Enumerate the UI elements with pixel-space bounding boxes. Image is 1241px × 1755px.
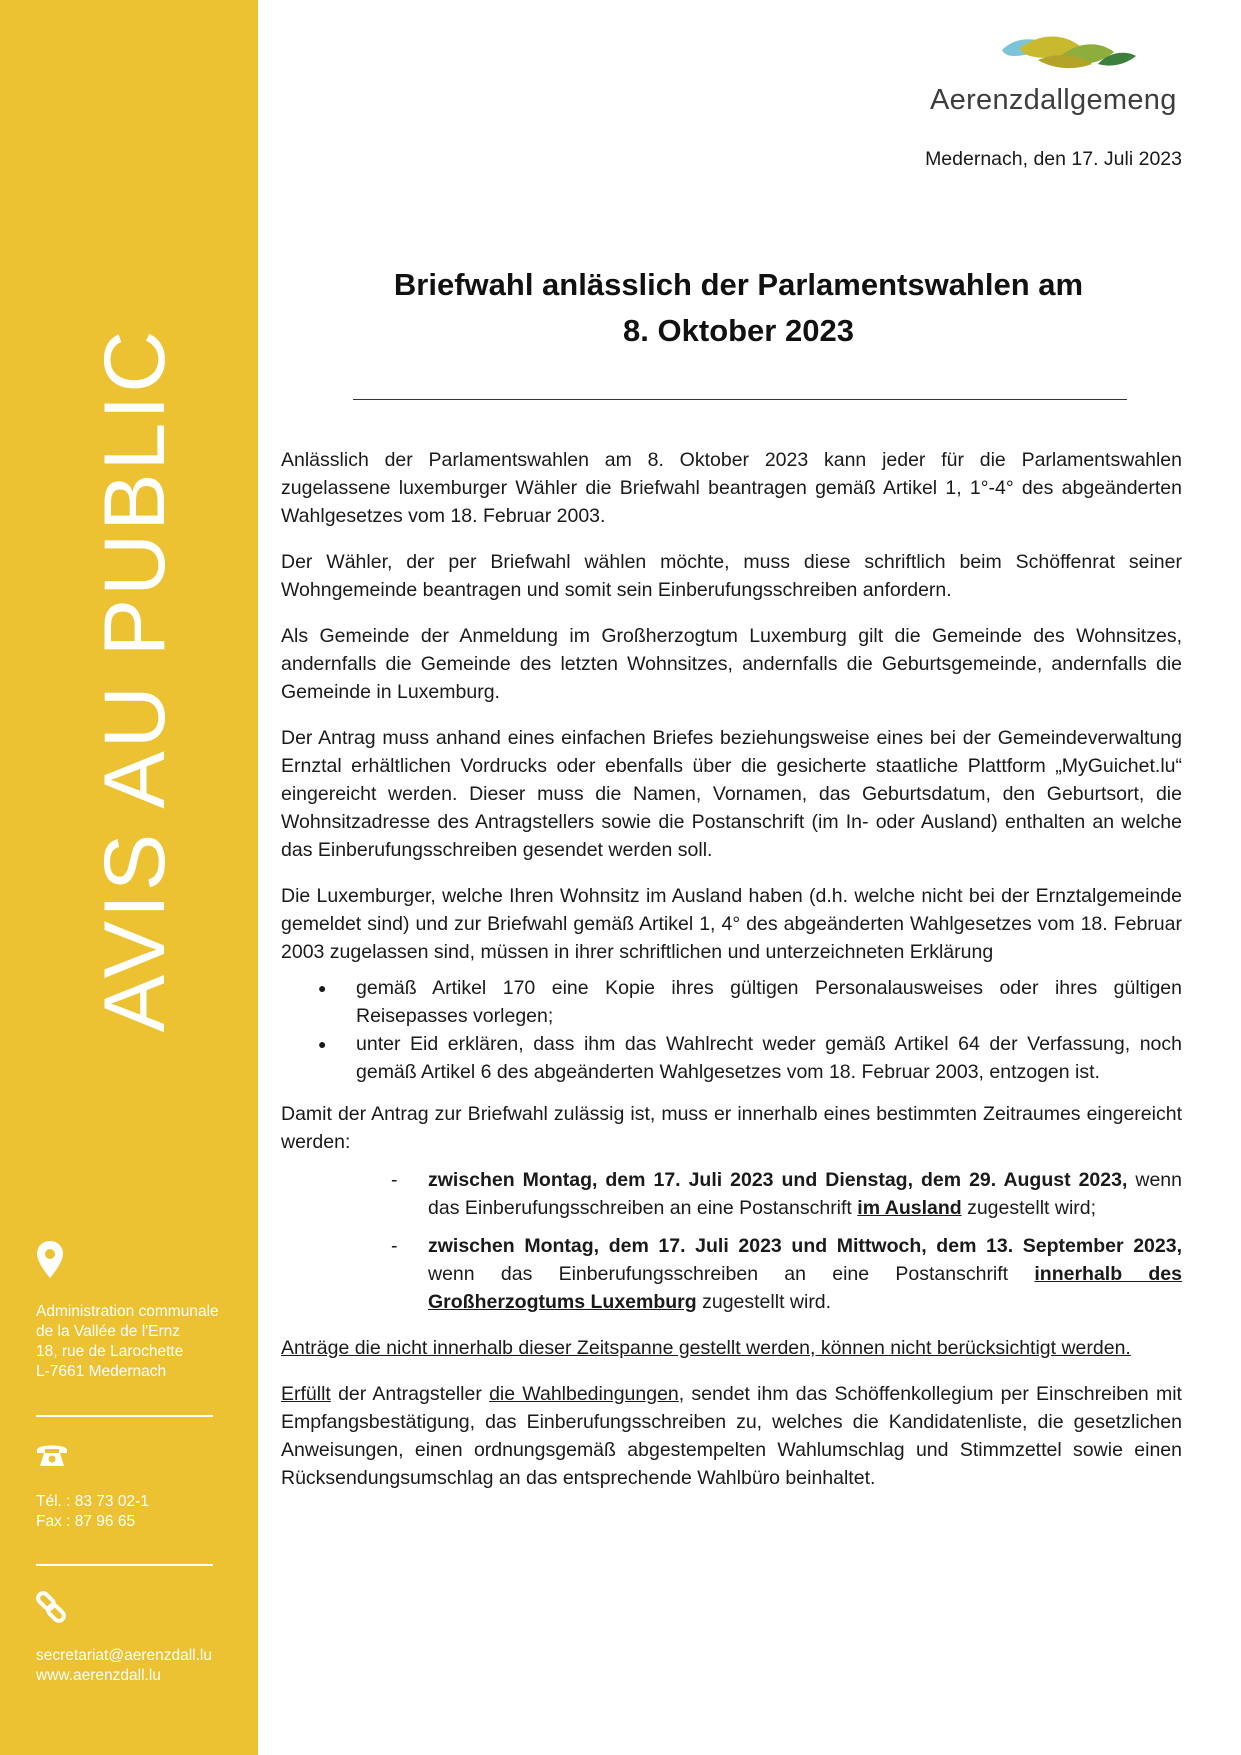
document-body bbox=[281, 446, 1182, 1510]
paragraph: Der Wähler, der per Briefwahl wählen möchte, muss diese schriftlich beim Schöffenrat seiner Wohngemeinde beantragen und somit sein Einberufungsschreiben anfordern. bbox=[281, 551, 1182, 601]
list-item: ● unter Eid erklären, dass ihm das Wahlrecht weder gemäß Artikel 64 der Verfassung, noch gemäß Artikel 6 des abgeänderten Wahlgesetzes vom 18. Februar 2003, entzogen ist. bbox=[356, 1030, 1182, 1086]
paragraph: Damit der Antrag zur Briefwahl zulässig ist, muss er innerhalb eines bestimmten Zeitraumes eingereicht werden: bbox=[281, 1103, 1182, 1153]
title-line: 8. Oktober 2023 bbox=[623, 313, 854, 348]
underlined-text: Erfüllt bbox=[281, 1383, 331, 1405]
paragraph bbox=[281, 1380, 1182, 1492]
phone-number: Tél. : 83 73 02-1 bbox=[36, 1493, 149, 1510]
contact-block bbox=[36, 1492, 149, 1532]
website-link[interactable]: www.aerenzdall.lu bbox=[36, 1667, 161, 1684]
period-dates: zwischen Montag, dem 17. Juli 2023 und Dienstag, dem 29. August 2023, bbox=[428, 1169, 1128, 1191]
address-line: L-7661 Medernach bbox=[36, 1363, 167, 1380]
paragraph: Der Antrag muss anhand eines einfachen Briefes beziehungsweise eines bei der Gemeindeverwaltung Ernztal erhältlichen Vordrucks oder ebenfalls über die gesicherte staatliche Plattform „MyGuichet.lu“ eingereicht werden. Dieser muss die Namen, Vornamen, das Geburtsdatum, den Geburtsort, die Wohnsitzadresse des Antragstellers sowie die Postanschrift (im In- oder Ausland) enthalten an welche das Einberufungsschreiben gesendet werden soll. bbox=[281, 727, 1182, 861]
period-destination: im Ausland bbox=[857, 1197, 962, 1219]
period-text: wenn das Einberufungsschreiben an eine Postanschrift bbox=[428, 1169, 1182, 1219]
paragraph: Anlässlich der Parlamentswahlen am 8. Oktober 2023 kann jeder für die Parlamentswahlen zugelassene luxemburger Wähler die Briefwahl beantragen gemäß Artikel 1, 1°-4° des abgeänderten Wahlgesetzes vom 18. Februar 2003. bbox=[281, 449, 1182, 527]
sidebar-divider bbox=[36, 1564, 213, 1566]
period-text: zugestellt wird. bbox=[696, 1291, 832, 1313]
sidebar-divider bbox=[36, 1415, 213, 1417]
address-block bbox=[36, 1302, 219, 1382]
period-destination: innerhalb des Großherzogtums Luxemburg bbox=[428, 1263, 1182, 1313]
paragraph: Die Luxemburger, welche Ihren Wohnsitz im Ausland haben (d.h. welche nicht bei der Ernztalgemeinde gemeldet sind) und zur Briefwahl gemäß Artikel 1, 4° des abgeänderten Wahlgesetzes vom 18. Februar 2003 zugelassen sind, müssen in ihrer schriftlichen und unterzeichneten Erklärung bbox=[281, 885, 1182, 963]
location-pin-icon bbox=[35, 1240, 65, 1280]
title-line: Briefwahl anlässlich der Parlamentswahlen am bbox=[393, 267, 1084, 302]
phone-icon bbox=[35, 1440, 69, 1468]
period-text: zugestellt wird; bbox=[961, 1197, 1097, 1219]
period-list bbox=[281, 1166, 1182, 1316]
logo-text: Aerenzdallgemeng bbox=[930, 84, 1177, 116]
vertical-title: AVIS AU PUBLIC bbox=[87, 327, 183, 1033]
document-title bbox=[281, 262, 1196, 354]
period-dates: zwischen Montag, dem 17. Juli 2023 und Mittwoch, dem 13. September 2023, bbox=[428, 1235, 1182, 1257]
paragraph: Anträge die nicht innerhalb dieser Zeitspanne gestellt werden, können nicht berücksichtigt werden. bbox=[281, 1337, 1131, 1359]
address-line: 18, rue de Larochette bbox=[36, 1343, 184, 1360]
period-item bbox=[428, 1166, 1182, 1222]
email-link[interactable]: secretariat@aerenzdall.lu bbox=[36, 1647, 212, 1664]
paragraph: Als Gemeinde der Anmeldung im Großherzogtum Luxemburg gilt die Gemeinde des Wohnsitzes, andernfalls die Gemeinde des letzten Wohnsitzes, andernfalls die Geburtsgemeinde, andernfalls die Gemeinde in Luxemburg. bbox=[281, 625, 1182, 703]
fax-number: Fax : 87 96 65 bbox=[36, 1513, 136, 1530]
address-line: Administration communale bbox=[36, 1303, 219, 1320]
address-line: de la Vallée de l'Ernz bbox=[36, 1323, 180, 1340]
text: , sendet ihm das Schöffenkollegium per Einschreiben mit Empfangsbestätigung, das Einberufungsschreiben zu, welches die Kandidatenliste, die gesetzlichen Anweisungen, einen ordnungsgemäß abgestempelten Wahlumschlag und Stimmzettel sowie einen Rücksendungsumschlag an das entsprechende Wahlbüro beinhaltet. bbox=[281, 1383, 1182, 1489]
underlined-text: die Wahlbedingungen bbox=[489, 1383, 679, 1405]
period-text: wenn das Einberufungsschreiben an eine Postanschrift bbox=[428, 1263, 1035, 1285]
text: der Antragsteller bbox=[330, 1383, 490, 1405]
requirements-list bbox=[281, 974, 1182, 1086]
sidebar bbox=[0, 0, 258, 1755]
period-item bbox=[428, 1232, 1182, 1316]
web-block bbox=[36, 1646, 212, 1686]
title-divider bbox=[353, 399, 1127, 400]
list-item: ● gemäß Artikel 170 eine Kopie ihres gültigen Personalausweises oder ihres gültigen Reisepasses vorlegen; bbox=[356, 974, 1182, 1030]
link-icon bbox=[35, 1590, 67, 1624]
date-line: Medernach, den 17. Juli 2023 bbox=[925, 148, 1182, 170]
